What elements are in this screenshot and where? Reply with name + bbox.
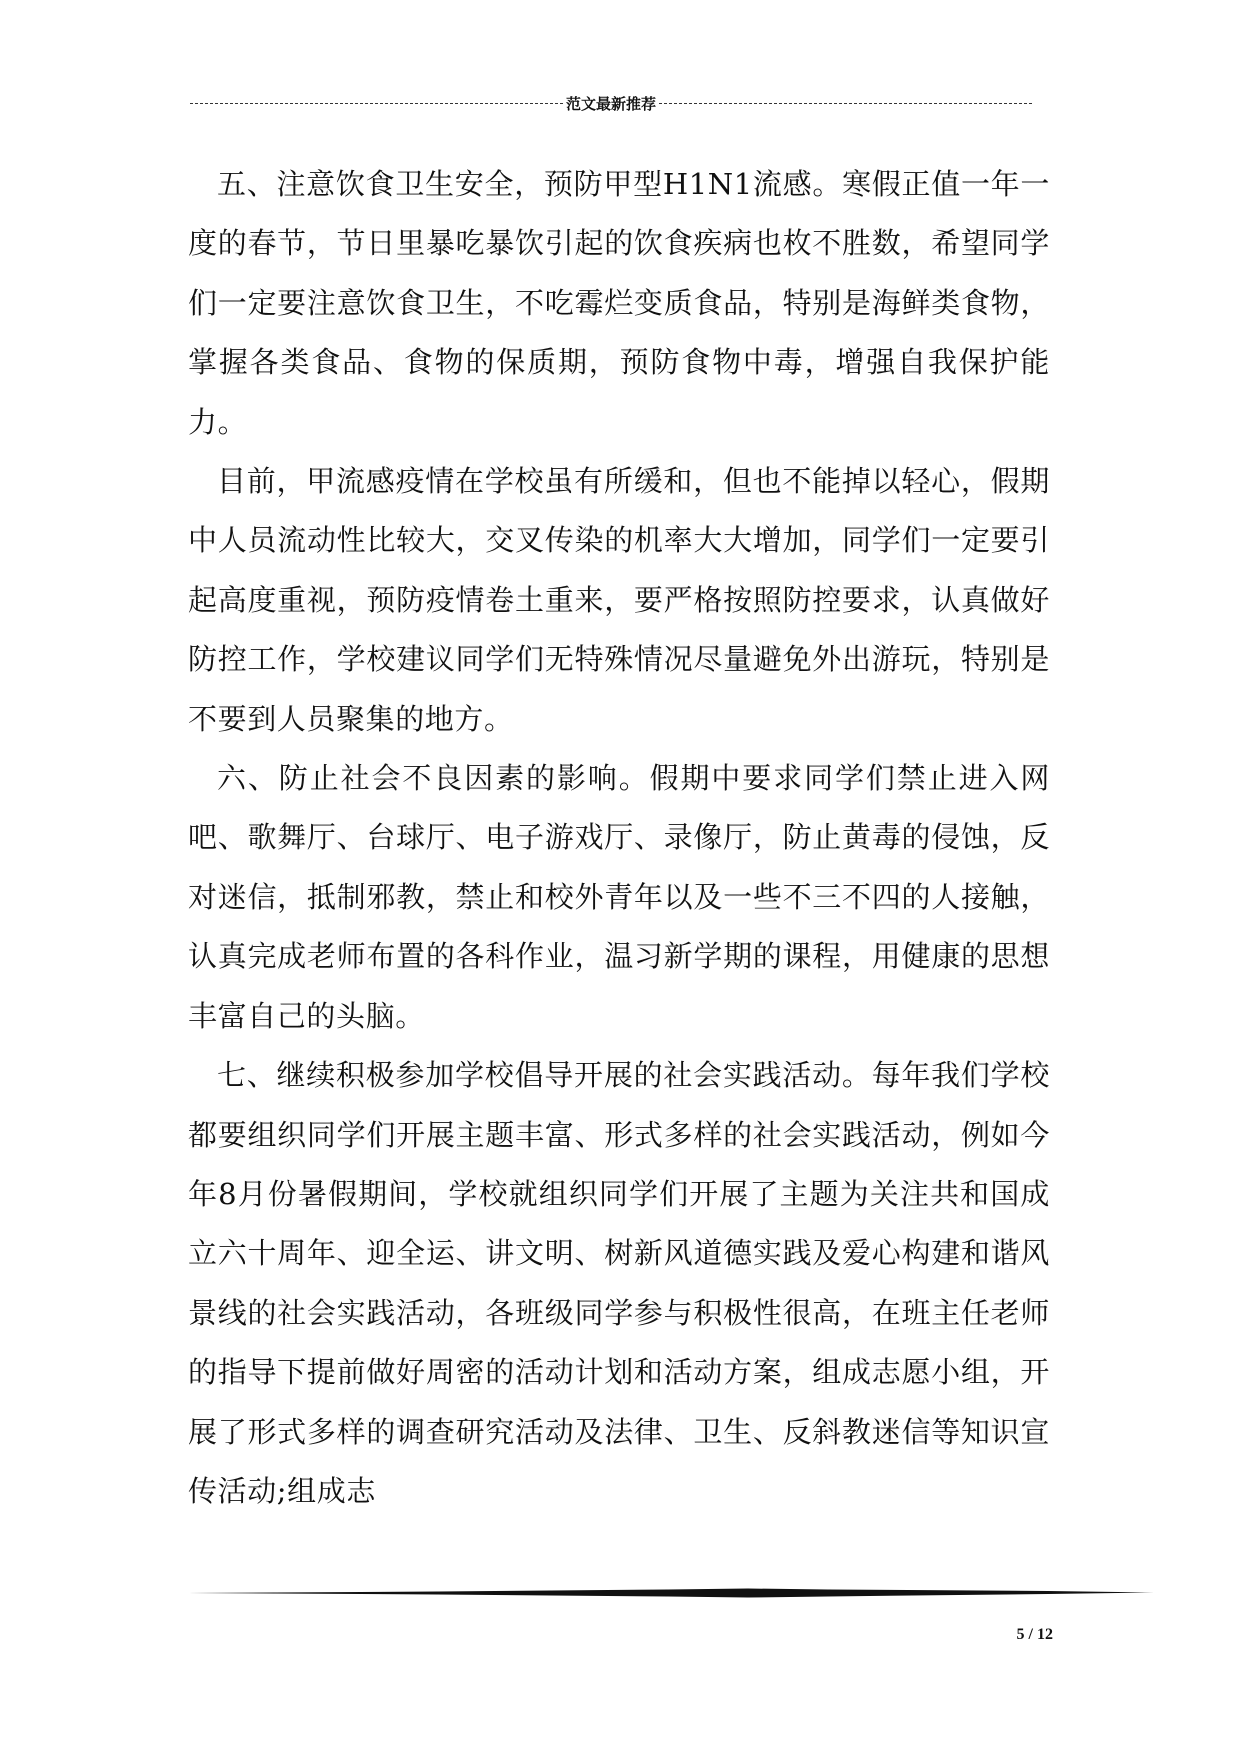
paragraph: 目前，甲流感疫情在学校虽有所缓和，但也不能掉以轻心，假期中人员流动性比较大，交叉传染的机率大大增加，同学们一定要引起高度重视，预防疫情卷土重来，要严格按照防控要求，认真做好防控工作，学校建议同学们无特殊情况尽量避免外出游玩，特别是不要到人员聚集的地方。: [188, 464, 1050, 736]
paragraph: 六、防止社会不良因素的影响。假期中要求同学们禁止进入网吧、歌舞厅、台球厅、电子游戏厅、录像厅，防止黄毒的侵蚀，反对迷信，抵制邪教，禁止和校外青年以及一些不三不四的人接触，认真完成老师布置的各科作业，温习新学期的课程，用健康的思想丰富自己的头脑。: [188, 761, 1050, 1033]
page-number: 5 / 12: [1016, 1626, 1053, 1643]
header-rule-right: [659, 103, 1032, 104]
paragraph: 五、注意饮食卫生安全，预防甲型H1N1流感。寒假正值一年一度的春节，节日里暴吃暴饮引起的饮食疾病也枚不胜数，希望同学们一定要注意饮食卫生，不吃霉烂变质食品，特别是海鲜类食物，掌握各类食品、食物的保质期，预防食物中毒，增强自我保护能力。: [188, 167, 1050, 439]
document-body: [188, 155, 1050, 1521]
header-title: 范文最新推荐: [566, 94, 657, 113]
paragraph: 七、继续积极参加学校倡导开展的社会实践活动。每年我们学校都要组织同学们开展主题丰富、形式多样的社会实践活动，例如今年8月份暑假期间，学校就组织同学们开展了主题为关注共和国成立六十周年、迎全运、讲文明、树新风道德实践及爱心构建和谐风景线的社会实践活动，各班级同学参与积极性很高，在班主任老师的指导下提前做好周密的活动计划和活动方案，组成志愿小组，开展了形式多样的调查研究活动及法律、卫生、反斜教迷信等知识宣传活动;组成志: [188, 1058, 1050, 1508]
header-rule-left: [190, 103, 563, 104]
page-header: [190, 88, 1032, 118]
footer-rule: [188, 1588, 1154, 1598]
